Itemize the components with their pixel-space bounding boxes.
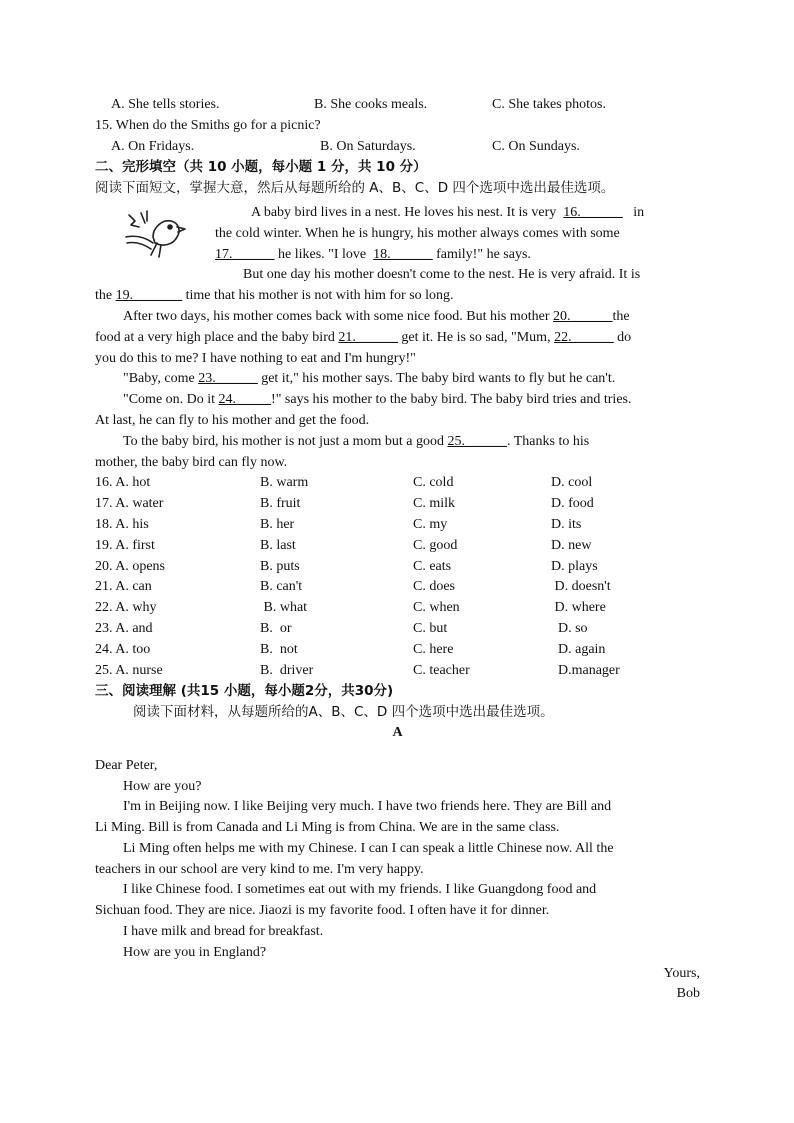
options-row-22 [95,598,700,619]
letter-line: Li Ming often helps me with my Chinese. I can I can speak a little Chinese now. All the [123,840,614,856]
options-row-19 [95,536,700,557]
q15-option-c: C. On Sundays. [492,138,580,154]
passage-p2-l2: the 19._______ time that his mother is not with him for so long. [95,286,700,307]
option-23-d: D. so [551,620,588,636]
option-19-c: C. good [413,537,458,553]
letter-line: How are you? [123,778,202,794]
option-19-b: B. last [260,537,296,553]
option-23-c: C. but [413,620,448,636]
section3-instruction: 阅读下面材料，从每题所给的A、B、C、D 四个选项中选出最佳选项。 [133,704,554,721]
q14-options [95,95,700,116]
option-16-a: 16. A. hot [95,475,151,491]
option-23-a: 23. A. and [95,620,153,636]
option-17-a: 17. A. water [95,496,164,512]
option-25-c: C. teacher [413,662,470,678]
option-22-c: C. when [413,600,460,616]
option-22-b: B. what [260,600,308,616]
section2-instruction: 阅读下面短文，掌握大意，然后从每题所给的 A、B、C、D 四个选项中选出最佳选项。 [95,180,615,197]
passage-p2-l1: But one day his mother doesn't come to the nest. He is very afraid. It is [243,267,641,283]
q15-option-b: B. On Saturdays. [320,138,416,154]
letter-line: I have milk and bread for breakfast. [123,924,324,940]
options-row-18 [95,515,700,536]
option-25-d: D.manager [551,662,620,678]
option-21-b: B. can't [260,579,303,595]
options-row-21 [95,577,700,598]
option-25-b: B. driver [260,662,314,678]
option-16-d: D. cool [551,475,593,491]
letter-line: Sichuan food. They are nice. Jiaozi is my favorite food. I often have it for dinner. [95,903,550,919]
option-16-c: C. cold [413,475,454,491]
letter-salutation: Dear Peter, [95,757,158,773]
q14-option-a: A. She tells stories. [111,97,220,112]
q14-option-b: B. She cooks meals. [314,97,428,112]
blank-24: 24._____ [218,392,272,408]
option-23-b: B. or [260,620,292,636]
blank-19: 19._______ [115,288,183,304]
option-21-d: D. doesn't [551,579,611,595]
passage-p3-l3: you do this to me? I have nothing to eat and I'm hungry!" [95,350,416,366]
option-17-c: C. milk [413,496,456,512]
option-19-d: D. new [551,537,592,553]
option-20-b: B. puts [260,558,300,574]
passage-intro-text: A baby bird lives in a nest. He loves his nest. It is very 16.______ in the cold winter. When he is hungry, his mother always comes with some 17.______ he likes. "I love 18.______ family!" he says. [215,203,700,265]
passage-p5-l2: At last, he can fly to his mother and get the food. [95,412,370,428]
passage-p3-l1: After two days, his mother comes back with some nice food. But his mother 20.______the [95,307,700,328]
option-18-a: 18. A. his [95,516,149,532]
blank-17: 17.______ [215,246,275,262]
q15-options [95,137,700,158]
blank-25: 25.______ [447,433,507,449]
blank-16: 16.______ [563,204,623,220]
passage-p6-l1: To the baby bird, his mother is not just a mom but a good 25.______. Thanks to his [95,432,700,453]
option-24-d: D. again [551,641,606,657]
options-row-25 [95,661,700,682]
letter-line: How are you in England? [123,944,267,960]
options-row-20 [95,557,700,578]
bird-sketch-icon [123,207,187,259]
letter-line: I'm in Beijing now. I like Beijing very much. I have two friends here. They are Bill and [123,799,612,815]
letter-line: I like Chinese food. I sometimes eat out with my friends. I like Guangdong food and [123,882,597,898]
q15-option-a: A. On Fridays. [111,138,195,154]
letter-line: teachers in our school are very kind to me. I'm very happy. [95,861,424,877]
letter-line: Li Ming. Bill is from Canada and Li Ming is from China. We are in the same class. [95,820,560,836]
letter-signature: Bob [676,986,700,1002]
passage-p4: "Baby, come 23.______ get it," his mother says. The baby bird wants to fly but he can't. [95,369,700,390]
option-24-c: C. here [413,641,454,657]
cloze-options-table [95,473,700,681]
option-20-d: D. plays [551,558,598,574]
option-18-d: D. its [551,516,582,532]
section2-heading: 二、完形填空（共 10 小题，每小题 1 分，共 10 分） [95,159,427,176]
passage-label: A [392,724,403,740]
option-20-c: C. eats [413,558,452,574]
passage-p5-l1: "Come on. Do it 24._____!" says his mother to the baby bird. The baby bird tries and tries. [95,390,700,411]
options-row-23 [95,619,700,640]
option-22-d: D. where [551,600,606,616]
options-row-24 [95,640,700,661]
option-17-b: B. fruit [260,496,301,512]
options-row-16 [95,473,700,494]
letter-closing: Yours, [663,965,700,981]
blank-22: 22.______ [554,329,614,345]
passage-p3-l2: food at a very high place and the baby bird 21.______ get it. He is so sad, "Mum, 22.______ do [95,328,700,349]
blank-20: 20.______ [553,308,613,324]
section3-heading: 三、阅读理解 (共15 小题，每小题2分，共30分) [95,683,394,700]
passage-intro-block [95,203,700,265]
passage-p6-l2: mother, the baby bird can fly now. [95,454,288,470]
option-20-a: 20. A. opens [95,558,165,574]
option-17-d: D. food [551,496,594,512]
q14-option-c: C. She takes photos. [492,97,606,112]
blank-21: 21.______ [338,329,398,345]
exam-page [95,95,700,1005]
options-row-17 [95,494,700,515]
option-22-a: 22. A. why [95,600,157,616]
letter [95,756,700,1006]
blank-18: 18.______ [373,246,433,262]
option-21-a: 21. A. can [95,579,152,595]
option-19-a: 19. A. first [95,537,155,553]
option-16-b: B. warm [260,475,309,491]
option-18-c: C. my [413,516,448,532]
option-24-a: 24. A. too [95,641,151,657]
q15-stem: 15. When do the Smiths go for a picnic? [95,117,321,133]
option-24-b: B. not [260,641,298,657]
option-25-a: 25. A. nurse [95,662,163,678]
option-21-c: C. does [413,579,455,595]
blank-23: 23.______ [198,371,258,387]
option-18-b: B. her [260,516,295,532]
